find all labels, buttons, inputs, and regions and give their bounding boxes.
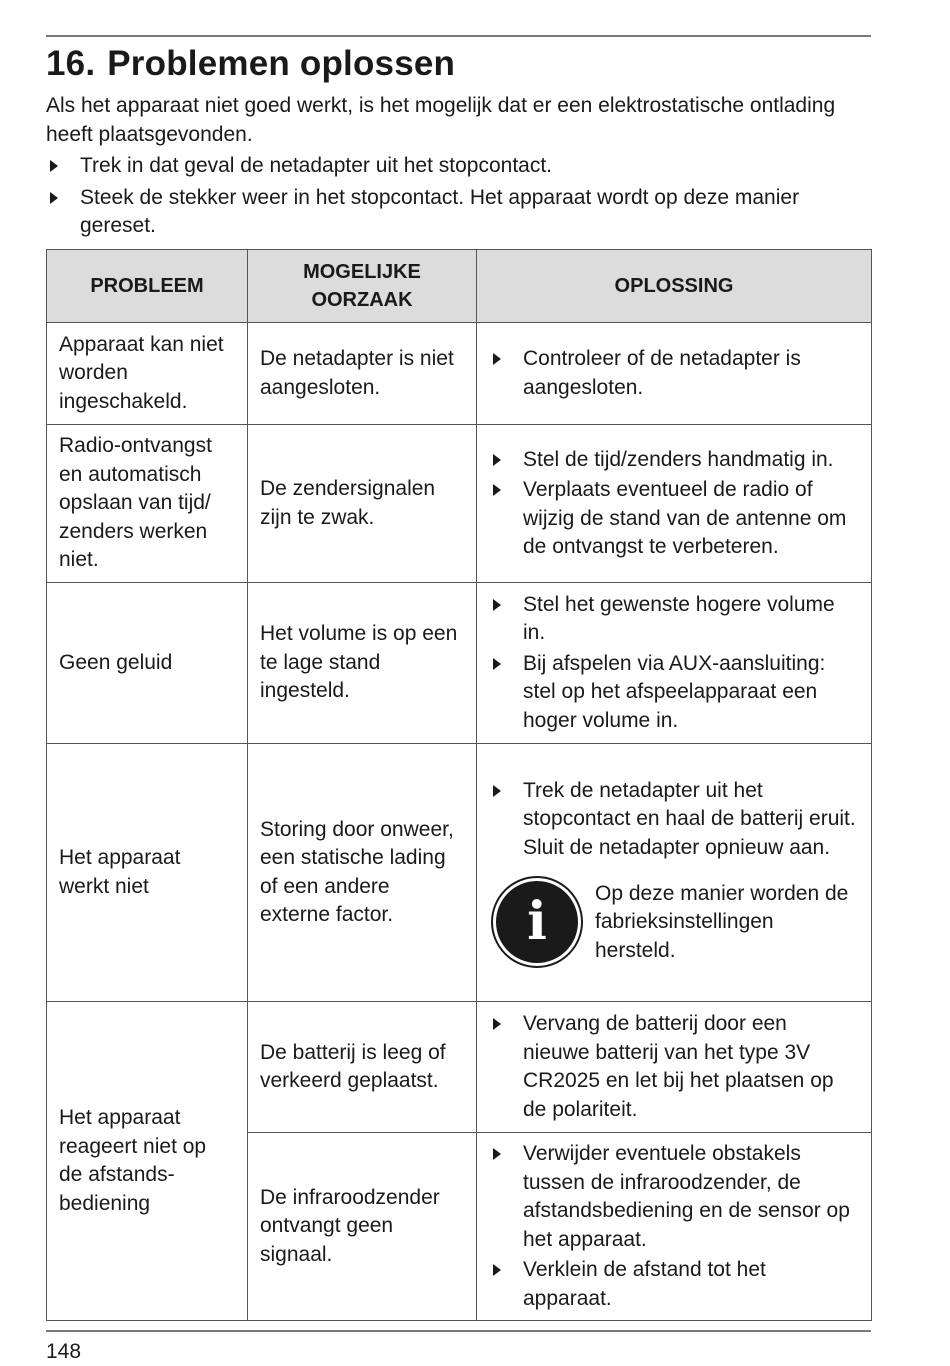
info-icon: i <box>491 876 583 968</box>
solution-item: Bij afspelen via AUX-aansluiting: stel op het afspeelapparaat een hoger volume in. <box>489 650 859 736</box>
cause-cell: De zendersignalen zijn te zwak. <box>248 425 477 583</box>
header-cause: MOGELIJKE OORZAAK <box>248 250 477 323</box>
solution-cell <box>477 583 872 744</box>
section-title: Problemen oplossen <box>107 44 456 83</box>
intro-paragraph: Als het apparaat niet goed werkt, is het mogelijk dat er een elektrostatische ontlading heeft plaatsgevonden. <box>46 94 836 146</box>
problem-cell: Radio-ontvangst en automatisch opslaan van tijd/ zenders werken niet. <box>47 425 248 583</box>
solution-item: Verwijder eventuele obstakels tussen de infraroodzender, de afstandsbediening en de sensor op het apparaat. <box>489 1140 859 1254</box>
bullet-arrow-icon <box>493 353 501 365</box>
section-number: 16. <box>46 44 96 83</box>
solution-item: Stel de tijd/zenders handmatig in. <box>489 446 859 475</box>
intro <box>46 92 871 241</box>
bullet-arrow-icon <box>493 599 501 611</box>
info-note <box>489 876 859 968</box>
problem-cell: Apparaat kan niet worden ingeschakeld. <box>47 323 248 425</box>
solution-cell <box>477 1002 872 1133</box>
cause-cell: Storing door onweer, een statische lading of een andere externe factor. <box>248 744 477 1002</box>
solution-cell <box>477 323 872 425</box>
cause-cell: De batterij is leeg of verkeerd geplaatst. <box>248 1002 477 1133</box>
section-heading <box>46 40 455 88</box>
table-row <box>47 425 872 583</box>
bullet-arrow-icon <box>493 454 501 466</box>
solution-item: Verklein de afstand tot het apparaat. <box>489 1256 859 1313</box>
header-solution: OPLOSSING <box>477 250 872 323</box>
cause-cell: Het volume is op een te lage stand ingesteld. <box>248 583 477 744</box>
header-problem: PROBLEEM <box>47 250 248 323</box>
bullet-arrow-icon <box>50 160 58 172</box>
bottom-rule <box>46 1330 871 1332</box>
bullet-arrow-icon <box>50 192 58 204</box>
solution-item: Vervang de batterij door een nieuwe batterij van het type 3V CR2025 en let bij het plaatsen op de polariteit. <box>489 1010 859 1124</box>
solution-cell <box>477 425 872 583</box>
solution-item: Stel het gewenste hogere volume in. <box>489 591 859 648</box>
troubleshooting-table <box>46 249 872 1321</box>
problem-cell: Het apparaat reageert niet op de afstands- bediening <box>47 1002 248 1321</box>
problem-cell: Geen geluid <box>47 583 248 744</box>
solution-item: Verplaats eventueel de radio of wijzig de stand van de antenne om de ontvangst te verbeteren. <box>489 476 859 562</box>
top-rule <box>46 35 871 37</box>
table-row <box>47 583 872 744</box>
bullet-arrow-icon <box>493 484 501 496</box>
intro-bullet: Trek in dat geval de netadapter uit het stopcontact. <box>46 152 871 181</box>
bullet-arrow-icon <box>493 1264 501 1276</box>
solution-item: Trek de netadapter uit het stopcontact en haal de batterij eruit. Sluit de netadapter opnieuw aan. <box>489 777 859 863</box>
table-header-row <box>47 250 872 323</box>
cause-cell: De netadapter is niet aangesloten. <box>248 323 477 425</box>
bullet-arrow-icon <box>493 785 501 797</box>
solution-item: Controleer of de netadapter is aangesloten. <box>489 345 859 402</box>
bullet-arrow-icon <box>493 658 501 670</box>
page-number: 148 <box>46 1340 82 1363</box>
solution-cell <box>477 744 872 1002</box>
problem-cell: Het apparaat werkt niet <box>47 744 248 1002</box>
cause-cell: De infraroodzender ontvangt geen signaal. <box>248 1133 477 1321</box>
info-note-text: Op deze manier worden de fabrieksinstellingen hersteld. <box>595 881 849 962</box>
table-row <box>47 1002 872 1133</box>
bullet-arrow-icon <box>493 1018 501 1030</box>
solution-cell <box>477 1133 872 1321</box>
table-row <box>47 744 872 1002</box>
bullet-arrow-icon <box>493 1148 501 1160</box>
intro-bullet: Steek de stekker weer in het stopcontact. Het apparaat wordt op deze manier gereset. <box>46 184 871 241</box>
table-row <box>47 323 872 425</box>
